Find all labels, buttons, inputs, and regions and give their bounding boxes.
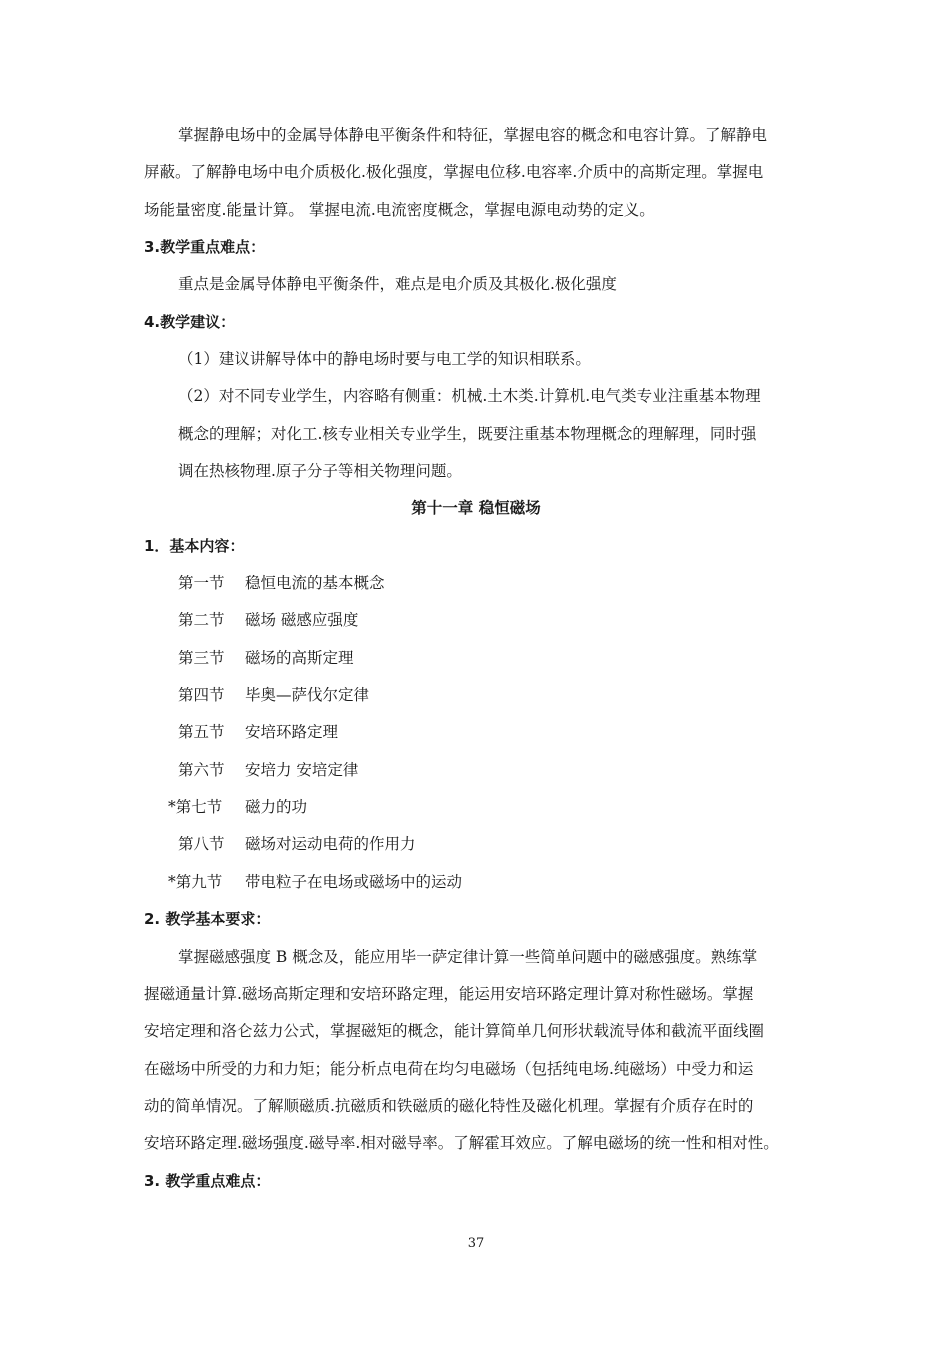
section-item	[178, 722, 338, 742]
paragraph-line: 掌握磁感强度 B 概念及，能应用毕一萨定律计算一些简单问题中的磁感强度。熟练掌	[178, 948, 758, 966]
section-number: 第五节	[178, 723, 225, 741]
section-number: 第二节	[178, 611, 225, 629]
section-title: 稳恒电流的基本概念	[245, 574, 385, 592]
keypoints-heading: 3. 教学重点难点：	[144, 1172, 271, 1190]
paragraph-line: 安培环路定理.磁场强度.磁导率.相对磁导率。了解霍耳效应。了解电磁场的统一性和相对性。	[144, 1134, 779, 1152]
paragraph-line: 场能量密度.能量计算。 掌握电流.电流密度概念，掌握电源电动势的定义。	[144, 201, 655, 219]
section-number: 第一节	[178, 574, 225, 592]
section-number: 第四节	[178, 686, 225, 704]
section-item	[178, 648, 354, 668]
section-number: 第八节	[178, 835, 225, 853]
section-title: 毕奥—萨伐尔定律	[245, 686, 370, 704]
section-title: 磁力的功	[245, 798, 308, 816]
section-item	[168, 797, 307, 817]
section-title: 磁场对运动电荷的作用力	[245, 835, 416, 853]
paragraph-line: 动的简单情况。了解顺磁质.抗磁质和铁磁质的磁化特性及磁化机理。掌握有介质存在时的	[144, 1097, 754, 1115]
section-number: 第三节	[178, 649, 225, 667]
section-title: 安培力 安培定律	[245, 761, 359, 779]
paragraph-line: 屏蔽。了解静电场中电介质极化.极化强度，掌握电位移.电容率.介质中的高斯定理。掌握电	[144, 163, 764, 181]
paragraph-line: 概念的理解；对化工.核专业相关专业学生，既要注重基本物理概念的理解理，同时强	[178, 425, 757, 443]
paragraph-line: 握磁通量计算.磁场高斯定理和安培环路定理，能运用安培环路定理计算对称性磁场。掌握	[144, 985, 754, 1003]
section-item	[168, 872, 462, 892]
paragraph-line: （1）建议讲解导体中的静电场时要与电工学的知识相联系。	[178, 350, 591, 368]
section-title: 带电粒子在电场或磁场中的运动	[245, 873, 463, 891]
section-title: 磁场的高斯定理	[245, 649, 354, 667]
paragraph-line: 掌握静电场中的金属导体静电平衡条件和特征，掌握电容的概念和电容计算。了解静电	[178, 126, 768, 144]
section-item	[178, 834, 416, 854]
content-heading: 1．基本内容：	[144, 537, 245, 555]
section-item	[178, 760, 358, 780]
suggest-heading: 4.教学建议：	[144, 313, 236, 331]
section-title: 磁场 磁感应强度	[245, 611, 359, 629]
paragraph-line: 调在热核物理.原子分子等相关物理问题。	[178, 462, 462, 480]
paragraph-line: 重点是金属导体静电平衡条件，难点是电介质及其极化.极化强度	[178, 275, 617, 293]
section-number: *第七节	[168, 798, 223, 816]
chapter-title: 第十一章 稳恒磁场	[411, 499, 541, 517]
requirements-heading: 2. 教学基本要求：	[144, 910, 271, 928]
paragraph-line: 在磁场中所受的力和力矩；能分析点电荷在均匀电磁场（包括纯电场.纯磁场）中受力和运	[144, 1060, 754, 1078]
section-number: *第九节	[168, 873, 223, 891]
section-item	[178, 685, 369, 705]
section-number: 第六节	[178, 761, 225, 779]
keypoints-heading: 3.教学重点难点：	[144, 238, 266, 256]
paragraph-line: 安培定理和洛仑兹力公式，掌握磁矩的概念，能计算简单几何形状载流导体和截流平面线圈	[144, 1022, 765, 1040]
section-item	[178, 610, 358, 630]
paragraph-line: （2）对不同专业学生，内容略有侧重：机械.土木类.计算机.电气类专业注重基本物理	[178, 387, 761, 405]
section-item	[178, 573, 385, 593]
page-number: 37	[467, 1236, 485, 1251]
section-title: 安培环路定理	[245, 723, 339, 741]
